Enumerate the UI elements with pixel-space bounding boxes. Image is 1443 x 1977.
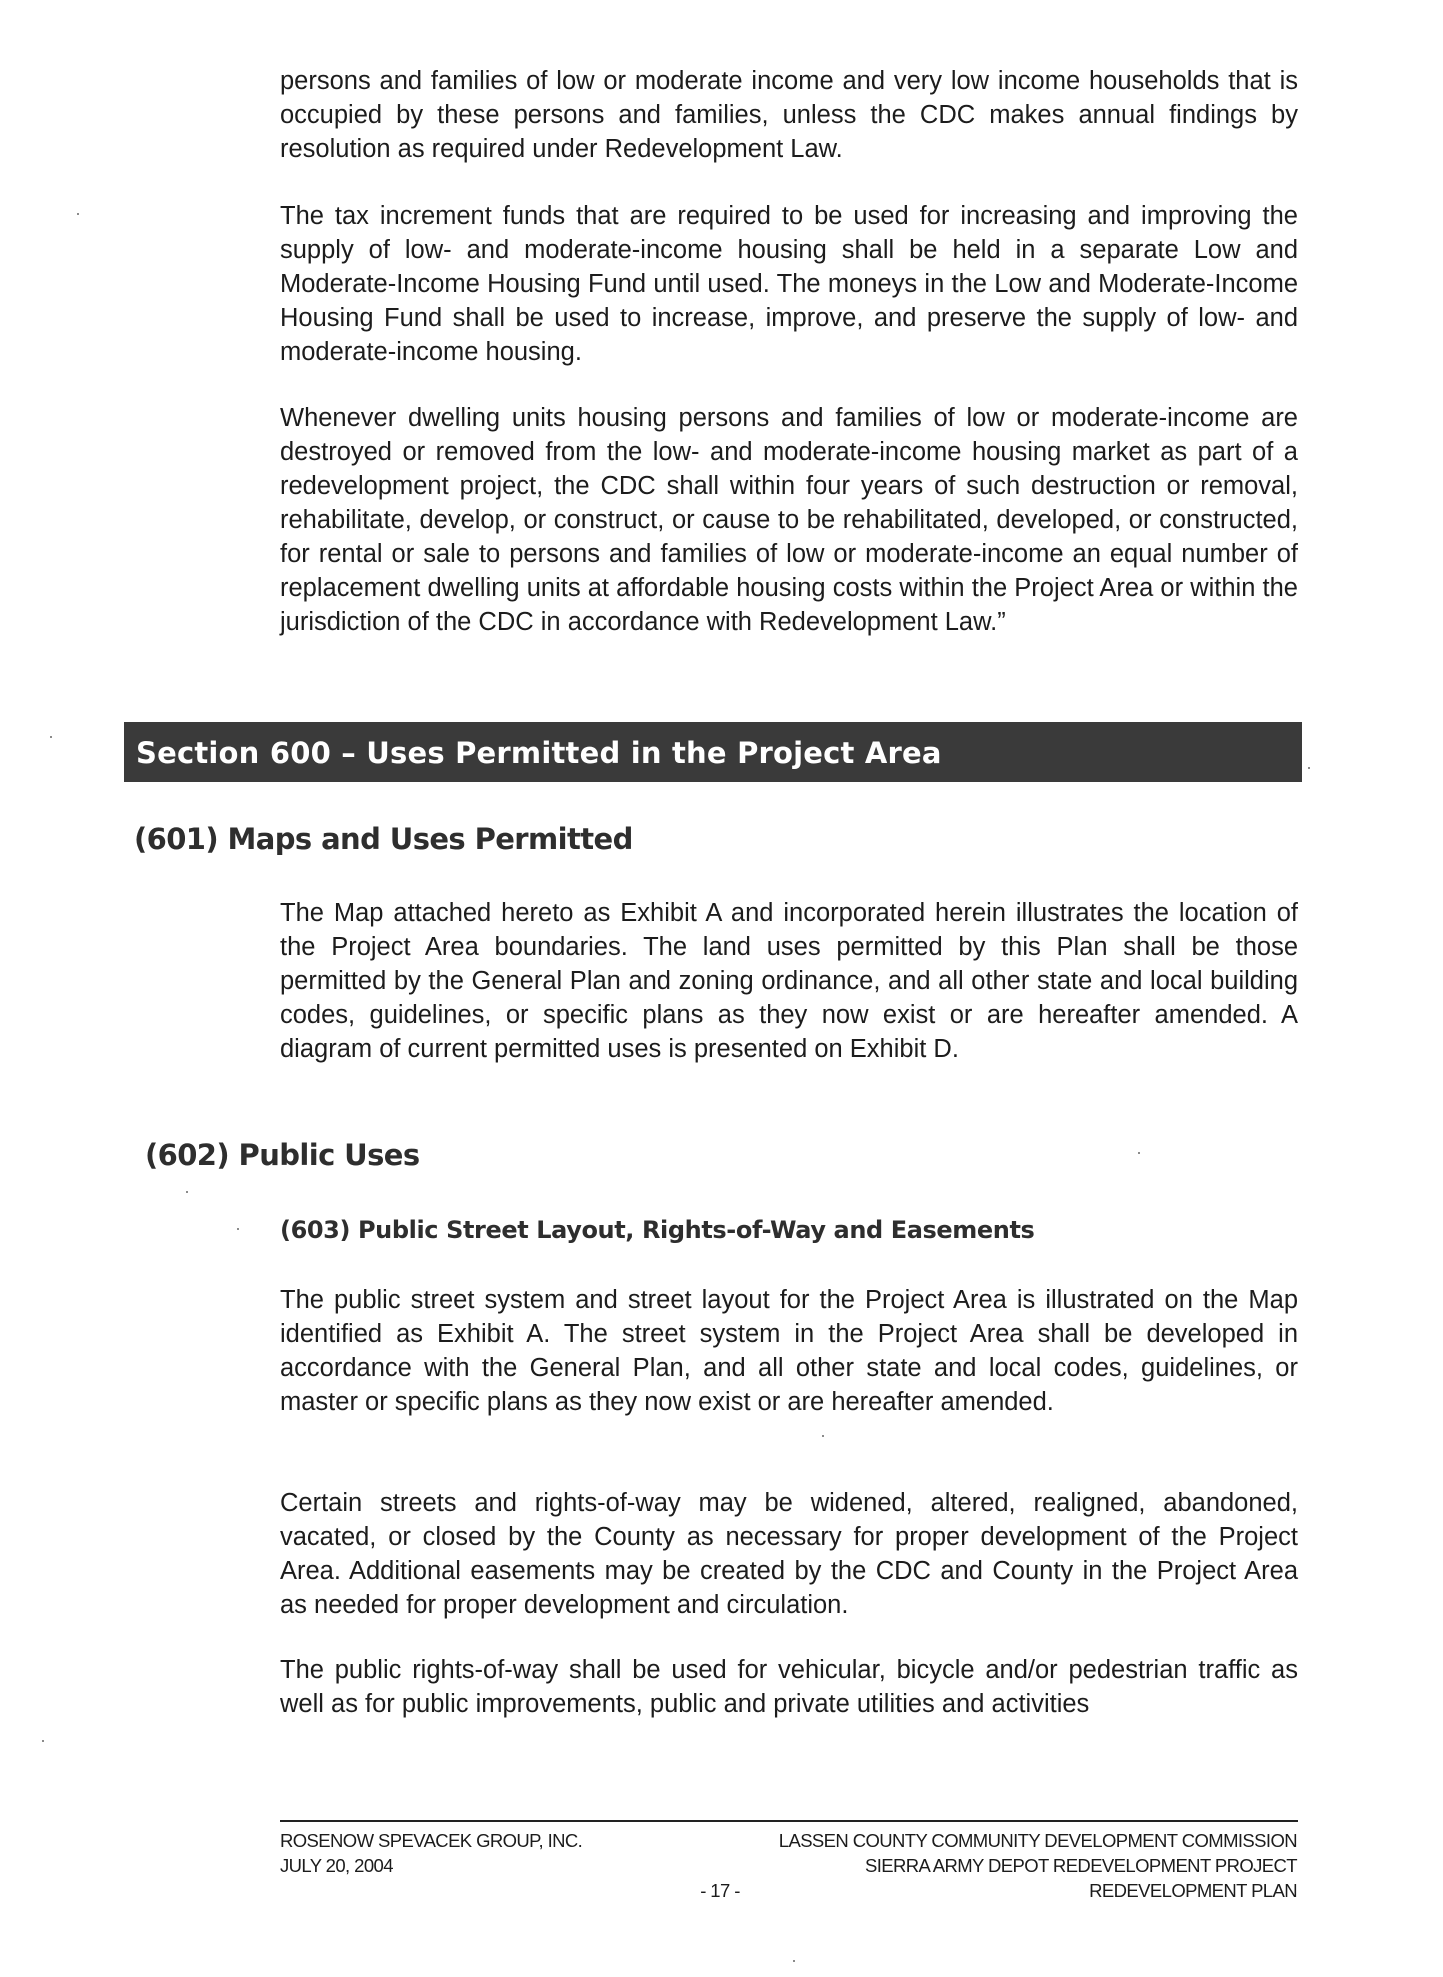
scan-speck	[77, 213, 79, 215]
page-number: - 17 -	[700, 1880, 740, 1901]
footer-divider	[280, 1820, 1298, 1822]
scan-speck	[1138, 1152, 1140, 1154]
scan-speck	[822, 1435, 824, 1437]
footer-document-title: REDEVELOPMENT PLAN	[1089, 1880, 1297, 1901]
footer-left-block	[280, 1828, 582, 1878]
paragraph-603-street-system: The public street system and street layout for the Project Area is illustrated on the Map identified as Exhibit A. The street system in the Project Area shall be developed in accordance with the General Plan, and all other state and local codes, guidelines, or master or specific plans as they now exist or are hereafter amended.	[280, 1286, 1298, 1416]
paragraph-601-maps: The Map attached hereto as Exhibit A and incorporated herein illustrates the location of the Project Area boundaries. The land uses permitted by this Plan shall be those permitted by the General Plan and zoning ordinance, and all other state and local building codes, guidelines, or specific plans as they now exist or are hereafter amended. A diagram of current permitted uses is presented on Exhibit D.	[280, 899, 1298, 1063]
scan-speck	[793, 1960, 795, 1962]
heading-601: (601) Maps and Uses Permitted	[134, 822, 633, 856]
paragraph-tax-increment: The tax increment funds that are required to be used for increasing and improving the supply of low- and moderate-income housing shall be held in a separate Low and Moderate-Income Housing Fund until used. The moneys in the Low and Moderate-Income Housing Fund shall be used to increase, improve, and preserve the supply of low- and moderate-income housing.	[280, 202, 1298, 366]
paragraph-intro-end: persons and families of low or moderate income and very low income households that is occupied by these persons and families, unless the CDC makes annual findings by resolution as required under Redevelopment Law.	[280, 67, 1298, 163]
heading-603: (603) Public Street Layout, Rights-of-Way and Easements	[280, 1216, 1035, 1244]
footer-date: JULY 20, 2004	[280, 1855, 393, 1876]
scan-speck	[50, 736, 52, 738]
heading-602: (602) Public Uses	[145, 1138, 420, 1172]
paragraph-603-rights-of-way: Certain streets and rights-of-way may be widened, altered, realigned, abandoned, vacated, or closed by the County as necessary for proper development of the Project Area. Additional easements may be created by the CDC and County in the Project Area as needed for proper development and circulation.	[280, 1489, 1298, 1619]
footer-agency: LASSEN COUNTY COMMUNITY DEVELOPMENT COMMISSION	[778, 1830, 1297, 1851]
paragraph-603-public-use: The public rights-of-way shall be used for vehicular, bicycle and/or pedestrian traffic as well as for public improvements, public and private utilities and activities	[280, 1656, 1298, 1718]
paragraph-replacement-housing: Whenever dwelling units housing persons and families of low or moderate-income are destroyed or removed from the low- and moderate-income housing market as part of a redevelopment project, the CDC shall within four years of such destruction or removal, rehabilitate, develop, or construct, or cause to be rehabilitated, developed, or constructed, for rental or sale to persons and families of low or moderate-income an equal number of replacement dwelling units at affordable housing costs within the Project Area or within the jurisdiction of the CDC in accordance with Redevelopment Law.”	[280, 404, 1298, 636]
scan-speck	[237, 1228, 239, 1230]
scan-speck	[186, 1191, 188, 1193]
scan-speck	[42, 1740, 44, 1742]
footer-right-block	[779, 1828, 1297, 1903]
section-600-banner	[124, 722, 1302, 782]
section-600-title: Section 600 – Uses Permitted in the Project Area	[136, 736, 942, 770]
footer-firm-name: ROSENOW SPEVACEK GROUP, INC.	[280, 1830, 583, 1851]
footer-project: SIERRA ARMY DEPOT REDEVELOPMENT PROJECT	[864, 1855, 1297, 1876]
scan-speck	[1308, 767, 1310, 769]
